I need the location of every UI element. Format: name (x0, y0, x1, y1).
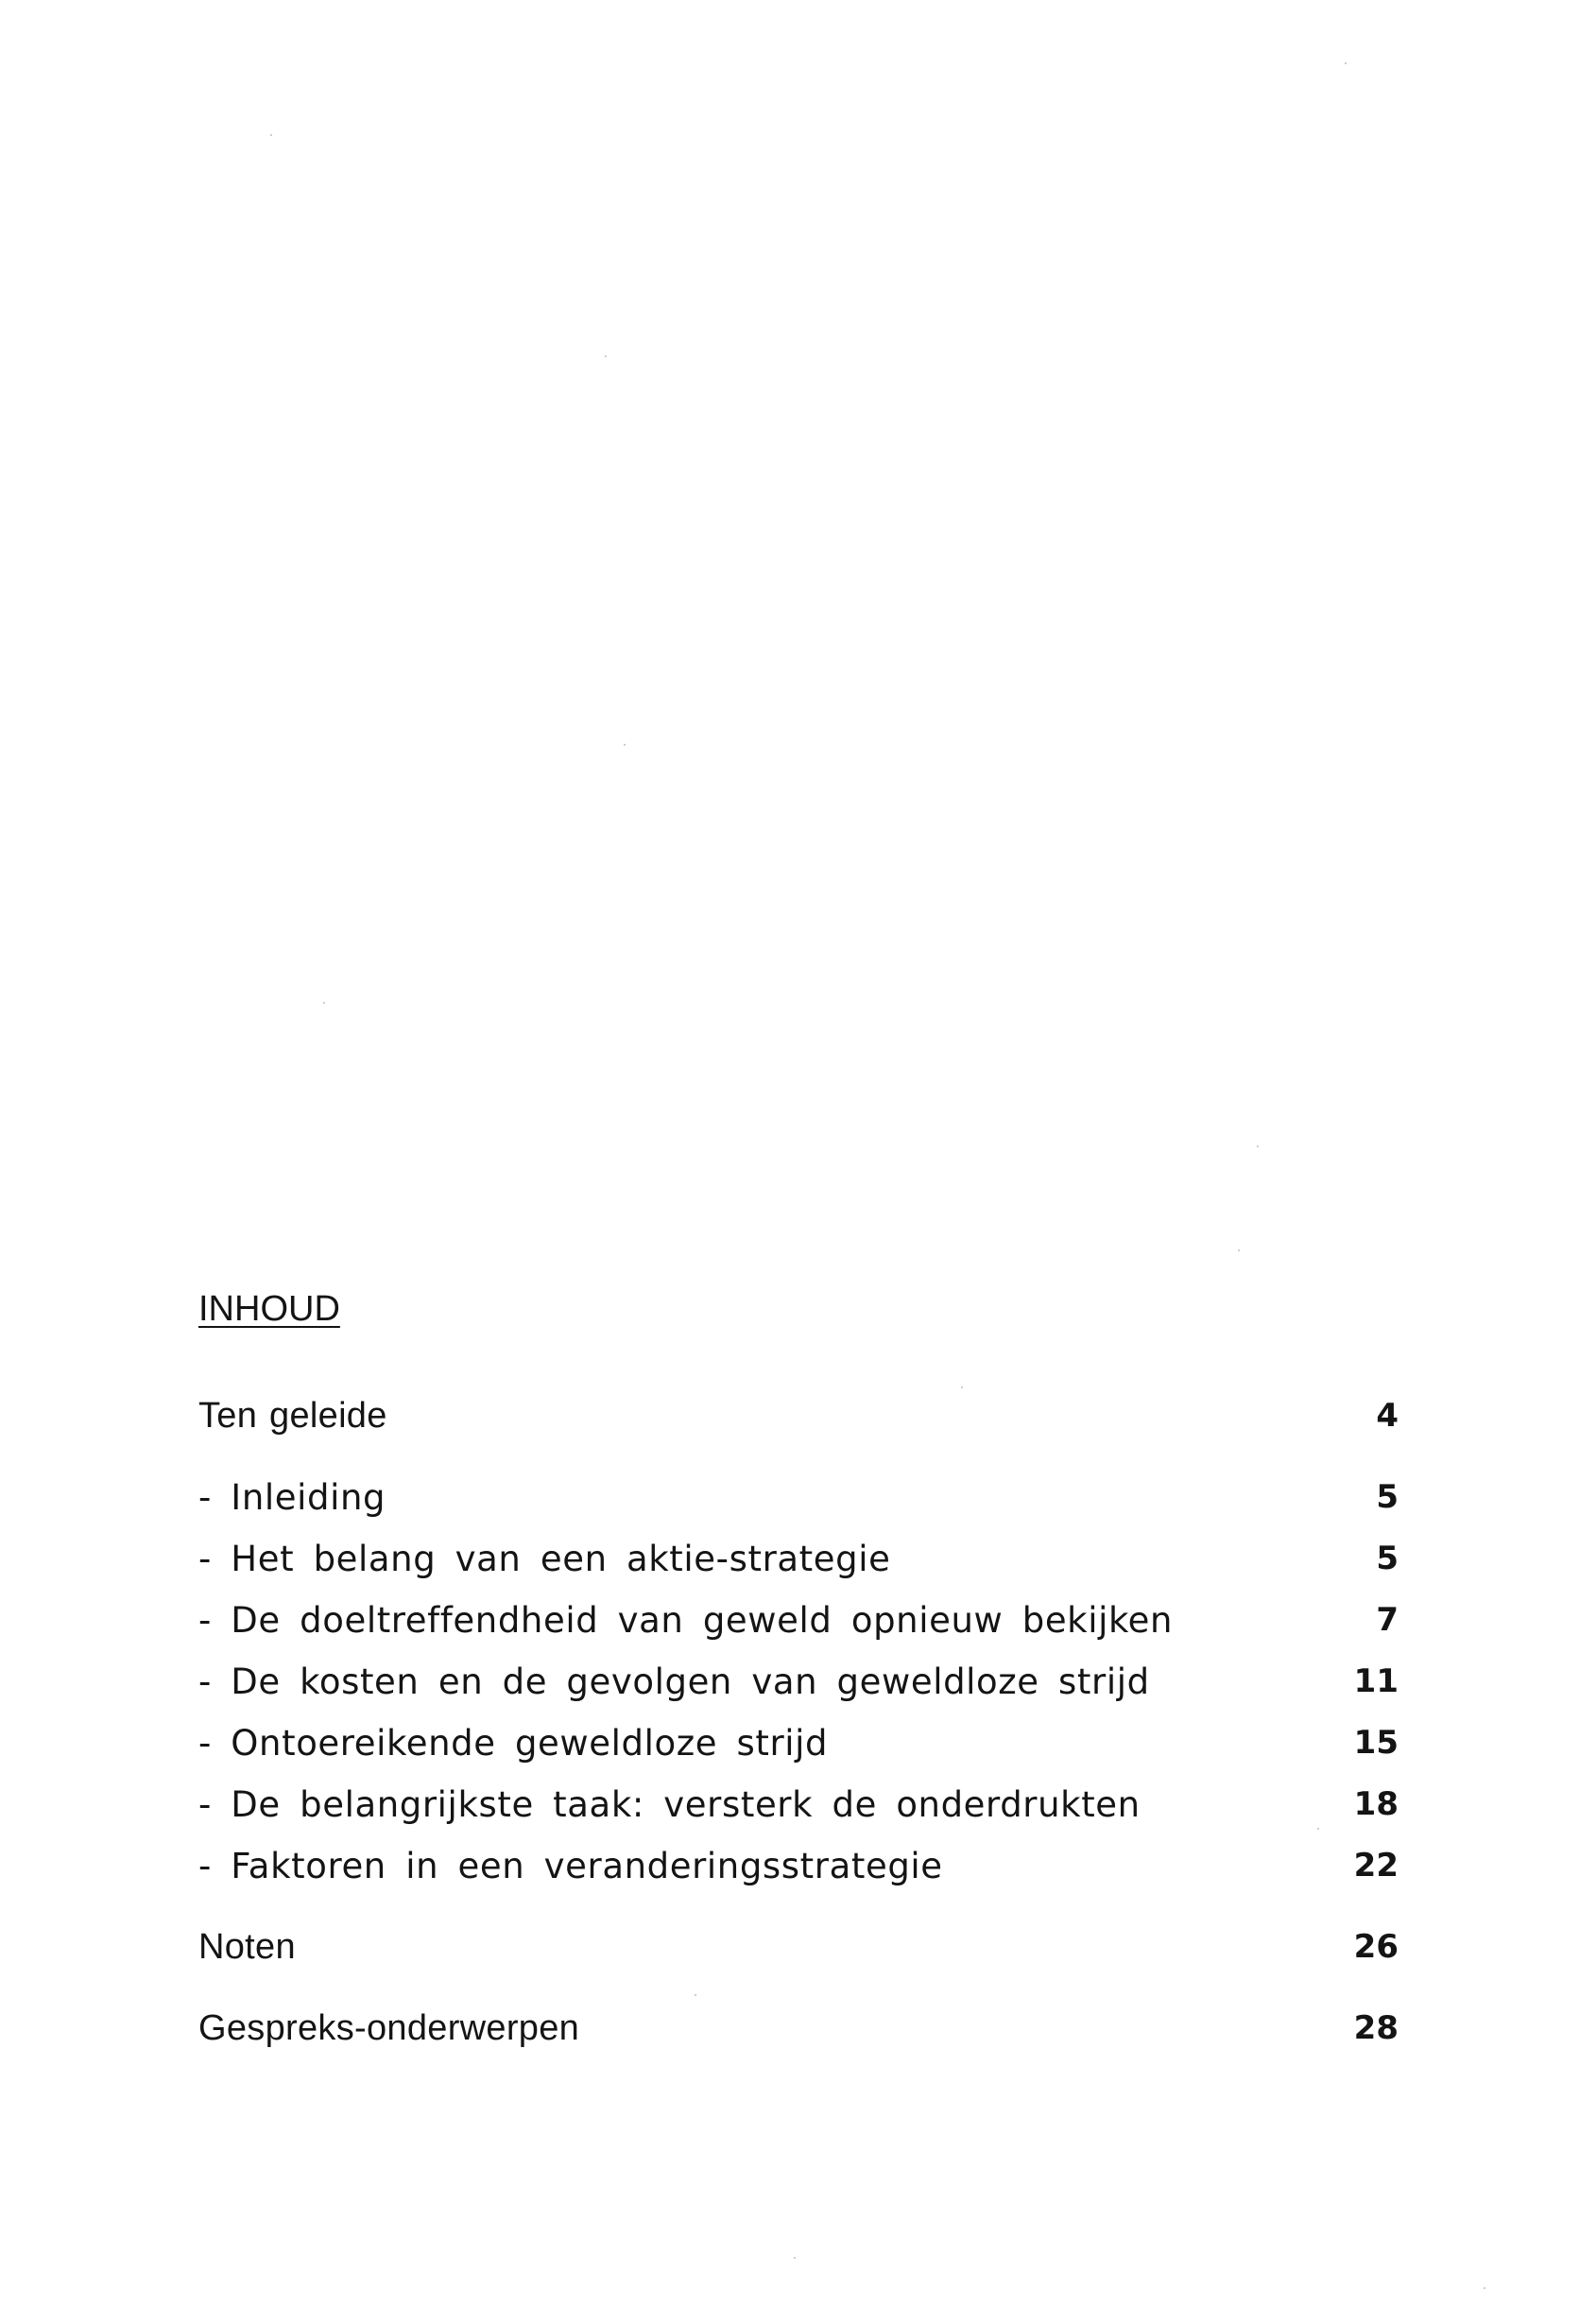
toc-entry-title: Noten (198, 1926, 296, 1967)
toc-heading: INHOUD (198, 1289, 340, 1329)
toc-entry (198, 1920, 1399, 1973)
toc-entry-title: - Ontoereikende geweldloze strijd (198, 1722, 829, 1764)
toc-entry-title: - De doeltreffendheid van geweld opnieuw bekijken (198, 1599, 1174, 1641)
toc-entry (198, 1389, 1399, 1442)
table-of-contents (198, 1281, 1399, 2048)
scan-speck (1238, 1249, 1240, 1251)
toc-entry-page: 28 (1353, 2009, 1399, 2047)
toc-entry (198, 1532, 1399, 1585)
toc-entry (198, 1839, 1399, 1892)
scan-speck (605, 355, 607, 357)
toc-entry-title: Ten geleide (198, 1395, 387, 1436)
toc-entry-page: 5 (1376, 1478, 1399, 1516)
scan-speck (1257, 1145, 1259, 1147)
scan-speck (624, 744, 626, 746)
toc-entry (198, 1655, 1399, 1708)
toc-entry (198, 2002, 1399, 2055)
scan-speck (1345, 62, 1347, 64)
scan-speck (695, 1994, 696, 1996)
toc-entry-page: 7 (1376, 1601, 1399, 1639)
toc-entry-page: 5 (1376, 1540, 1399, 1577)
toc-entry-page: 18 (1353, 1785, 1399, 1823)
toc-entry-page: 4 (1376, 1397, 1399, 1435)
toc-entry-page: 26 (1353, 1928, 1399, 1966)
scan-speck (1484, 2287, 1485, 2289)
toc-entry-page: 11 (1353, 1662, 1399, 1700)
toc-entry-title: - Het belang van een aktie-strategie (198, 1538, 891, 1579)
toc-entry-page: 22 (1353, 1847, 1399, 1885)
toc-entry (198, 1778, 1399, 1831)
toc-entry (198, 1716, 1399, 1769)
scan-speck (794, 2257, 796, 2259)
toc-entry-title: Gespreks-onderwerpen (198, 2007, 580, 2048)
toc-entry-title: - Faktoren in een veranderingsstrategie (198, 1845, 943, 1886)
toc-entry (198, 1471, 1399, 1524)
scan-speck (270, 134, 272, 136)
toc-entry-page: 15 (1353, 1724, 1399, 1762)
scan-speck (323, 1002, 325, 1004)
toc-entry-title: - De kosten en de gevolgen van geweldloze strijd (198, 1661, 1150, 1702)
toc-entry (198, 1593, 1399, 1646)
toc-entry-title: - De belangrijkste taak: versterk de onderdrukten (198, 1783, 1141, 1825)
toc-entry-title: - Inleiding (198, 1476, 386, 1518)
scan-speck (961, 1386, 963, 1388)
